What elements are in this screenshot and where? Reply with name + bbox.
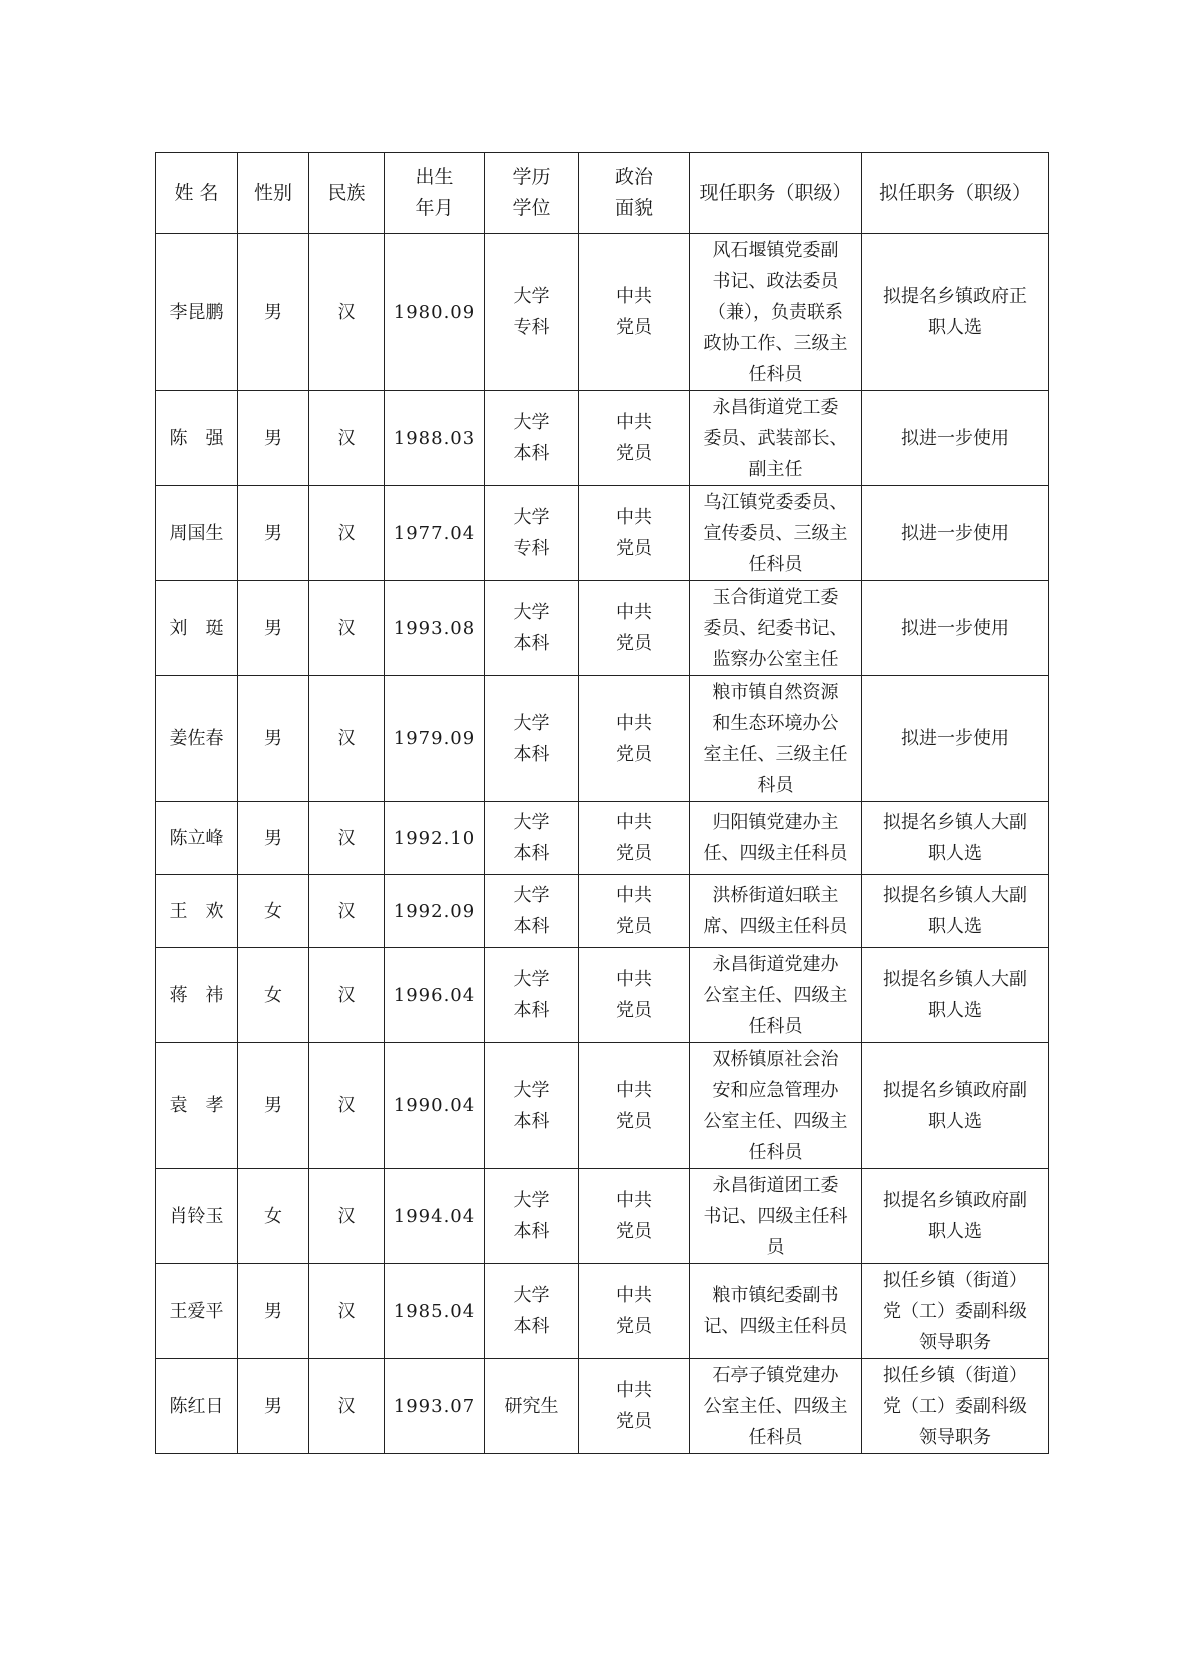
cell-ethnicity: 汉 xyxy=(309,948,385,1043)
cell-education: 研究生 xyxy=(485,1359,579,1454)
cell-birth: 1992.09 xyxy=(385,875,485,948)
table-row xyxy=(156,581,1049,676)
table-body xyxy=(156,234,1049,1454)
cadre-roster-table xyxy=(155,152,1049,1454)
cell-current-post: 洪桥街道妇联主 席、四级主任科员 xyxy=(690,875,862,948)
cell-political: 中共 党员 xyxy=(579,486,690,581)
header-birth: 出生 年月 xyxy=(385,153,485,234)
cell-proposed-post: 拟进一步使用 xyxy=(862,581,1049,676)
cell-name: 陈立峰 xyxy=(156,802,238,875)
cell-political: 中共 党员 xyxy=(579,948,690,1043)
cell-education: 大学 本科 xyxy=(485,581,579,676)
cell-current-post: 永昌街道党工委 委员、武装部长、 副主任 xyxy=(690,391,862,486)
cell-proposed-post: 拟任乡镇（街道） 党（工）委副科级 领导职务 xyxy=(862,1264,1049,1359)
cell-birth: 1990.04 xyxy=(385,1043,485,1169)
cell-gender: 男 xyxy=(238,391,309,486)
cell-proposed-post: 拟提名乡镇人大副 职人选 xyxy=(862,802,1049,875)
cell-political: 中共 党员 xyxy=(579,676,690,802)
cell-gender: 男 xyxy=(238,486,309,581)
cell-current-post: 玉合街道党工委 委员、纪委书记、 监察办公室主任 xyxy=(690,581,862,676)
cell-education: 大学 本科 xyxy=(485,948,579,1043)
cell-current-post: 双桥镇原社会治 安和应急管理办 公室主任、四级主 任科员 xyxy=(690,1043,862,1169)
cell-name: 袁 孝 xyxy=(156,1043,238,1169)
cell-gender: 男 xyxy=(238,1359,309,1454)
cell-birth: 1992.10 xyxy=(385,802,485,875)
cell-political: 中共 党员 xyxy=(579,1169,690,1264)
cell-gender: 女 xyxy=(238,875,309,948)
cell-current-post: 永昌街道党建办 公室主任、四级主 任科员 xyxy=(690,948,862,1043)
cell-political: 中共 党员 xyxy=(579,875,690,948)
cell-current-post: 粮市镇纪委副书 记、四级主任科员 xyxy=(690,1264,862,1359)
table-row xyxy=(156,1264,1049,1359)
table-row xyxy=(156,802,1049,875)
table-row xyxy=(156,234,1049,391)
cell-gender: 女 xyxy=(238,948,309,1043)
cell-education: 大学 本科 xyxy=(485,676,579,802)
cell-political: 中共 党员 xyxy=(579,802,690,875)
table-row xyxy=(156,486,1049,581)
cell-ethnicity: 汉 xyxy=(309,1359,385,1454)
cell-gender: 男 xyxy=(238,676,309,802)
table-row xyxy=(156,1359,1049,1454)
cell-name: 陈红日 xyxy=(156,1359,238,1454)
header-proposed-post: 拟任职务（职级） xyxy=(862,153,1049,234)
cell-proposed-post: 拟进一步使用 xyxy=(862,391,1049,486)
cell-education: 大学 本科 xyxy=(485,391,579,486)
cell-ethnicity: 汉 xyxy=(309,676,385,802)
table-header xyxy=(156,153,1049,234)
table-row xyxy=(156,875,1049,948)
cell-gender: 男 xyxy=(238,1043,309,1169)
header-ethnicity: 民族 xyxy=(309,153,385,234)
cell-name: 肖铃玉 xyxy=(156,1169,238,1264)
cell-ethnicity: 汉 xyxy=(309,1169,385,1264)
cell-proposed-post: 拟进一步使用 xyxy=(862,486,1049,581)
cell-education: 大学 本科 xyxy=(485,1169,579,1264)
cell-gender: 男 xyxy=(238,802,309,875)
cell-political: 中共 党员 xyxy=(579,581,690,676)
cell-education: 大学 专科 xyxy=(485,234,579,391)
cell-birth: 1988.03 xyxy=(385,391,485,486)
cell-ethnicity: 汉 xyxy=(309,875,385,948)
cell-political: 中共 党员 xyxy=(579,391,690,486)
cell-current-post: 粮市镇自然资源 和生态环境办公 室主任、三级主任 科员 xyxy=(690,676,862,802)
header-political: 政治 面貌 xyxy=(579,153,690,234)
table-row xyxy=(156,1169,1049,1264)
cell-proposed-post: 拟提名乡镇政府副 职人选 xyxy=(862,1043,1049,1169)
cell-birth: 1977.04 xyxy=(385,486,485,581)
cell-name: 刘 珽 xyxy=(156,581,238,676)
cell-gender: 女 xyxy=(238,1169,309,1264)
cell-ethnicity: 汉 xyxy=(309,1043,385,1169)
cell-proposed-post: 拟任乡镇（街道） 党（工）委副科级 领导职务 xyxy=(862,1359,1049,1454)
cell-ethnicity: 汉 xyxy=(309,234,385,391)
cell-birth: 1996.04 xyxy=(385,948,485,1043)
header-education: 学历 学位 xyxy=(485,153,579,234)
header-current-post: 现任职务（职级） xyxy=(690,153,862,234)
cell-political: 中共 党员 xyxy=(579,234,690,391)
cell-education: 大学 专科 xyxy=(485,486,579,581)
table-row xyxy=(156,948,1049,1043)
cell-birth: 1994.04 xyxy=(385,1169,485,1264)
cell-ethnicity: 汉 xyxy=(309,802,385,875)
cell-birth: 1993.08 xyxy=(385,581,485,676)
cell-name: 姜佐春 xyxy=(156,676,238,802)
cell-proposed-post: 拟提名乡镇人大副 职人选 xyxy=(862,875,1049,948)
cell-political: 中共 党员 xyxy=(579,1359,690,1454)
cell-name: 陈 强 xyxy=(156,391,238,486)
cell-current-post: 石亭子镇党建办 公室主任、四级主 任科员 xyxy=(690,1359,862,1454)
cell-proposed-post: 拟提名乡镇政府副 职人选 xyxy=(862,1169,1049,1264)
cell-birth: 1980.09 xyxy=(385,234,485,391)
cell-current-post: 乌江镇党委委员、 宣传委员、三级主 任科员 xyxy=(690,486,862,581)
cell-name: 周国生 xyxy=(156,486,238,581)
cell-birth: 1979.09 xyxy=(385,676,485,802)
cell-education: 大学 本科 xyxy=(485,875,579,948)
cell-ethnicity: 汉 xyxy=(309,1264,385,1359)
cell-ethnicity: 汉 xyxy=(309,581,385,676)
cell-birth: 1993.07 xyxy=(385,1359,485,1454)
cell-proposed-post: 拟提名乡镇人大副 职人选 xyxy=(862,948,1049,1043)
cell-current-post: 归阳镇党建办主 任、四级主任科员 xyxy=(690,802,862,875)
cell-name: 王 欢 xyxy=(156,875,238,948)
cell-gender: 男 xyxy=(238,581,309,676)
cell-education: 大学 本科 xyxy=(485,1043,579,1169)
cell-current-post: 永昌街道团工委 书记、四级主任科 员 xyxy=(690,1169,862,1264)
cell-ethnicity: 汉 xyxy=(309,391,385,486)
cell-name: 李昆鹏 xyxy=(156,234,238,391)
cell-political: 中共 党员 xyxy=(579,1043,690,1169)
cell-name: 王爱平 xyxy=(156,1264,238,1359)
cell-political: 中共 党员 xyxy=(579,1264,690,1359)
cell-proposed-post: 拟进一步使用 xyxy=(862,676,1049,802)
header-name: 姓 名 xyxy=(156,153,238,234)
cell-education: 大学 本科 xyxy=(485,1264,579,1359)
table-row xyxy=(156,1043,1049,1169)
cell-gender: 男 xyxy=(238,1264,309,1359)
cell-birth: 1985.04 xyxy=(385,1264,485,1359)
cell-gender: 男 xyxy=(238,234,309,391)
table-row xyxy=(156,391,1049,486)
table-row xyxy=(156,676,1049,802)
cell-education: 大学 本科 xyxy=(485,802,579,875)
header-row xyxy=(156,153,1049,234)
cell-current-post: 风石堰镇党委副 书记、政法委员 （兼），负责联系 政协工作、三级主 任科员 xyxy=(690,234,862,391)
cell-name: 蒋 祎 xyxy=(156,948,238,1043)
cell-ethnicity: 汉 xyxy=(309,486,385,581)
header-gender: 性别 xyxy=(238,153,309,234)
cell-proposed-post: 拟提名乡镇政府正 职人选 xyxy=(862,234,1049,391)
